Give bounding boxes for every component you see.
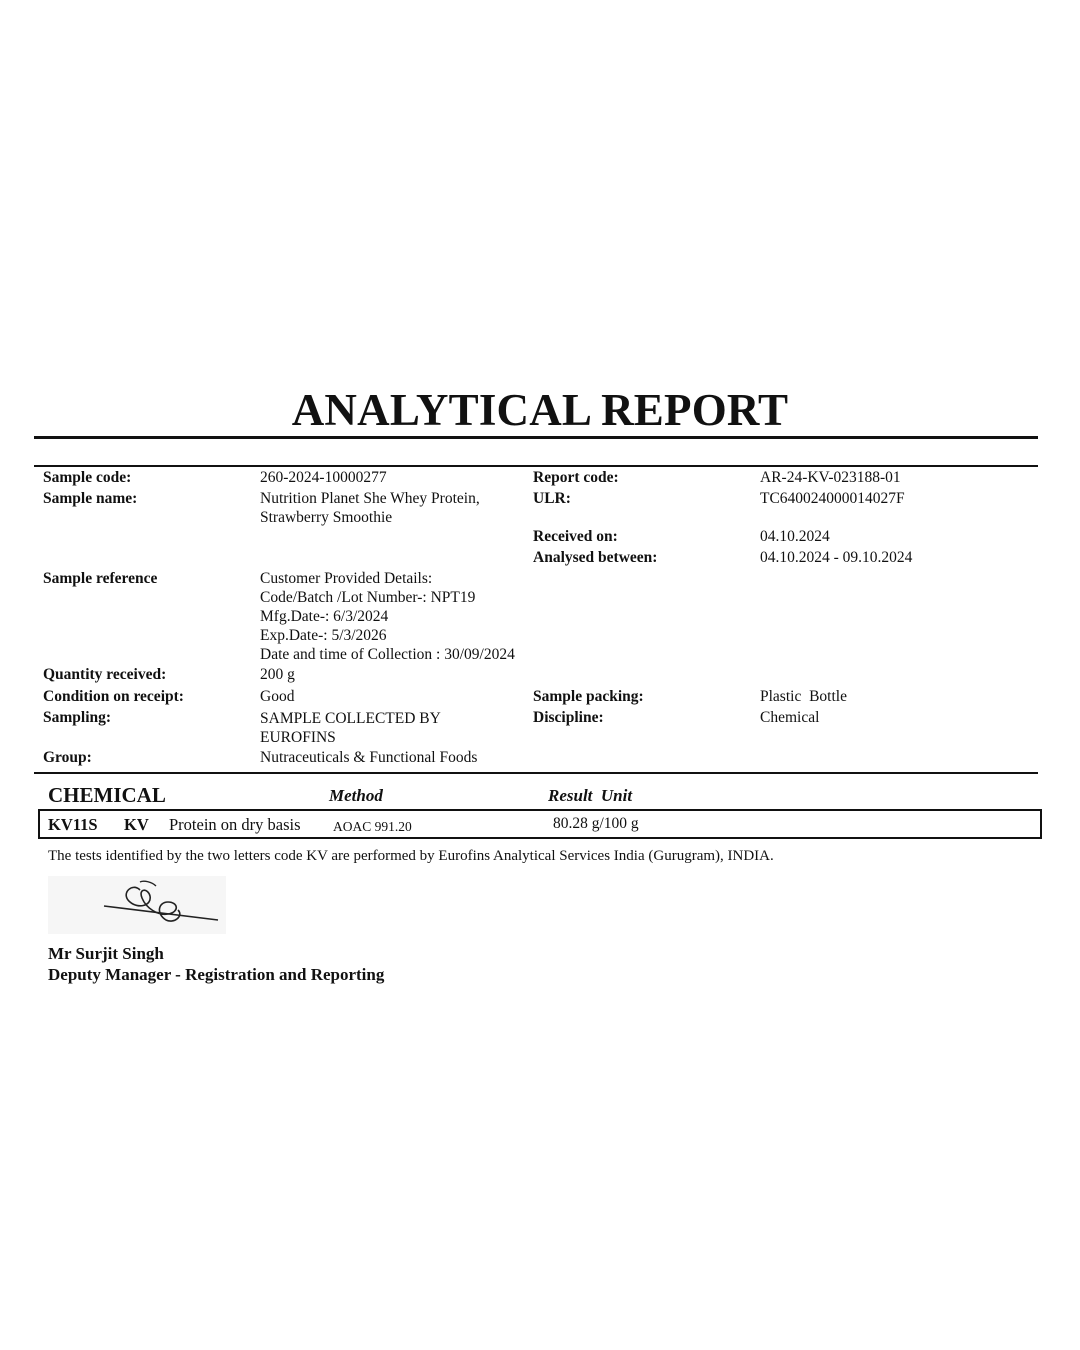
report-code-label: Report code: (533, 469, 619, 486)
quantity-received-value: 200 g (260, 666, 295, 683)
sample-packing-label: Sample packing: (533, 688, 644, 705)
sample-name-label: Sample name: (43, 490, 138, 507)
details-bottom-divider (34, 772, 1038, 774)
handwritten-signature (48, 876, 226, 934)
ulr-label: ULR: (533, 490, 571, 507)
result-unit-column-header: Result Unit (548, 786, 633, 805)
signature-image (48, 876, 226, 934)
received-on-label: Received on: (533, 528, 618, 545)
signatory-name: Mr Surjit Singh (48, 944, 164, 963)
signatory-designation: Deputy Manager - Registration and Reporting (48, 965, 385, 984)
discipline-value: Chemical (760, 709, 820, 726)
sample-packing-value: Plastic Bottle (760, 688, 847, 705)
section-heading-chemical: CHEMICAL (48, 783, 166, 807)
received-on-value: 04.10.2024 (760, 528, 830, 545)
sampling-value-line1: SAMPLE COLLECTED BY (260, 710, 441, 727)
details-top-divider (34, 465, 1038, 467)
sample-code-value: 260-2024-10000277 (260, 469, 387, 486)
sampling-label: Sampling: (43, 709, 112, 726)
report-code-value: AR-24-KV-023188-01 (760, 469, 901, 486)
parameter-name: Protein on dry basis (169, 815, 301, 834)
sample-name-value-line2: Strawberry Smoothie (260, 509, 393, 526)
condition-on-receipt-label: Condition on receipt: (43, 688, 184, 705)
analysed-between-value: 04.10.2024 - 09.10.2024 (760, 549, 913, 566)
lab-note: The tests identified by the two letters code KV are performed by Eurofins Analytical Services India (Gurugram), INDIA. (48, 848, 774, 864)
sample-reference-label: Sample reference (43, 570, 158, 587)
result-value: 80.28 g/100 g (553, 815, 639, 832)
sampling-value-line2: EUROFINS (260, 729, 336, 746)
discipline-label: Discipline: (533, 709, 604, 726)
analysed-between-label: Analysed between: (533, 549, 658, 566)
test-code: KV11S (48, 815, 98, 834)
report-title: ANALYTICAL REPORT (291, 385, 789, 435)
quantity-received-label: Quantity received: (43, 666, 167, 683)
ulr-value: TC640024000014027F (760, 490, 905, 507)
method-column-header: Method (329, 786, 383, 805)
sample-code-label: Sample code: (43, 469, 132, 486)
sample-reference-line: Exp.Date-: 5/3/2026 (260, 627, 387, 644)
sample-reference-line: Mfg.Date-: 6/3/2024 (260, 608, 389, 625)
sample-reference-line: Customer Provided Details: (260, 570, 433, 587)
sample-name-value-line1: Nutrition Planet She Whey Protein, (260, 490, 480, 507)
title-divider (34, 436, 1038, 439)
group-value: Nutraceuticals & Functional Foods (260, 749, 478, 766)
method-value: AOAC 991.20 (333, 819, 412, 834)
lab-code: KV (124, 815, 149, 834)
sample-reference-line: Date and time of Collection : 30/09/2024 (260, 646, 515, 663)
condition-on-receipt-value: Good (260, 688, 295, 705)
sample-reference-line: Code/Batch /Lot Number-: NPT19 (260, 589, 476, 606)
group-label: Group: (43, 749, 92, 766)
